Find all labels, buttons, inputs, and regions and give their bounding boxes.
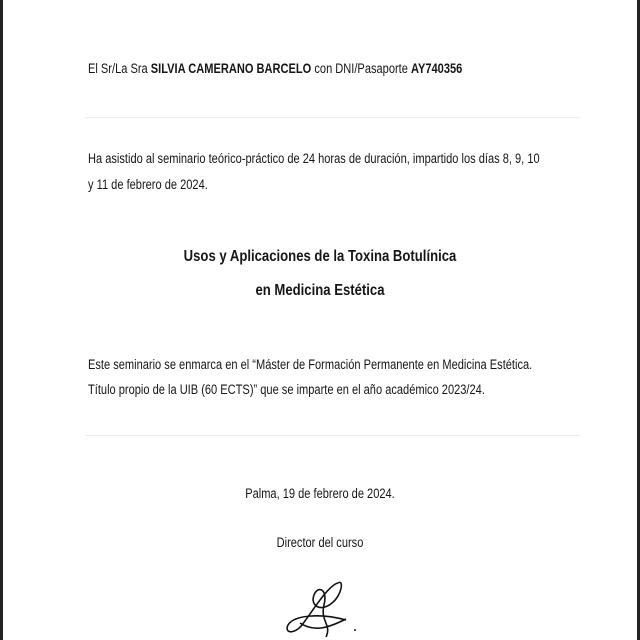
attendance-line-1: Ha asistido al seminario teórico-práctico de 24 horas de duración, impartido los días 8, 9, 10	[88, 151, 540, 166]
signatory-label: Director del curso	[276, 535, 364, 550]
framework-line-2: Título propio de la UIB (60 ECTS)” que se imparte en el año académico 2023/24.	[88, 382, 485, 397]
course-title-line-2: en Medicina Estética	[255, 282, 385, 299]
divider	[85, 435, 580, 436]
id-number: AY740356	[410, 61, 463, 76]
recipient-line	[88, 61, 462, 76]
signature	[280, 575, 370, 640]
course-title-line-1: Usos y Aplicaciones de la Toxina Botulínica	[183, 248, 457, 265]
place-date: Palma, 19 de febrero de 2024.	[245, 486, 395, 501]
attendance-line-2: y 11 de febrero de 2024.	[88, 177, 208, 192]
framework-line-1: Este seminario se enmarca en el “Máster de Formación Permanente en Medicina Estética.	[88, 357, 533, 372]
recipient-name: SILVIA CAMERANO BARCELO	[150, 61, 312, 76]
recipient-prefix: El Sr/La Sra	[88, 61, 148, 76]
left-border	[0, 0, 3, 640]
divider	[85, 117, 580, 118]
id-label: con DNI/Pasaporte	[314, 61, 408, 76]
